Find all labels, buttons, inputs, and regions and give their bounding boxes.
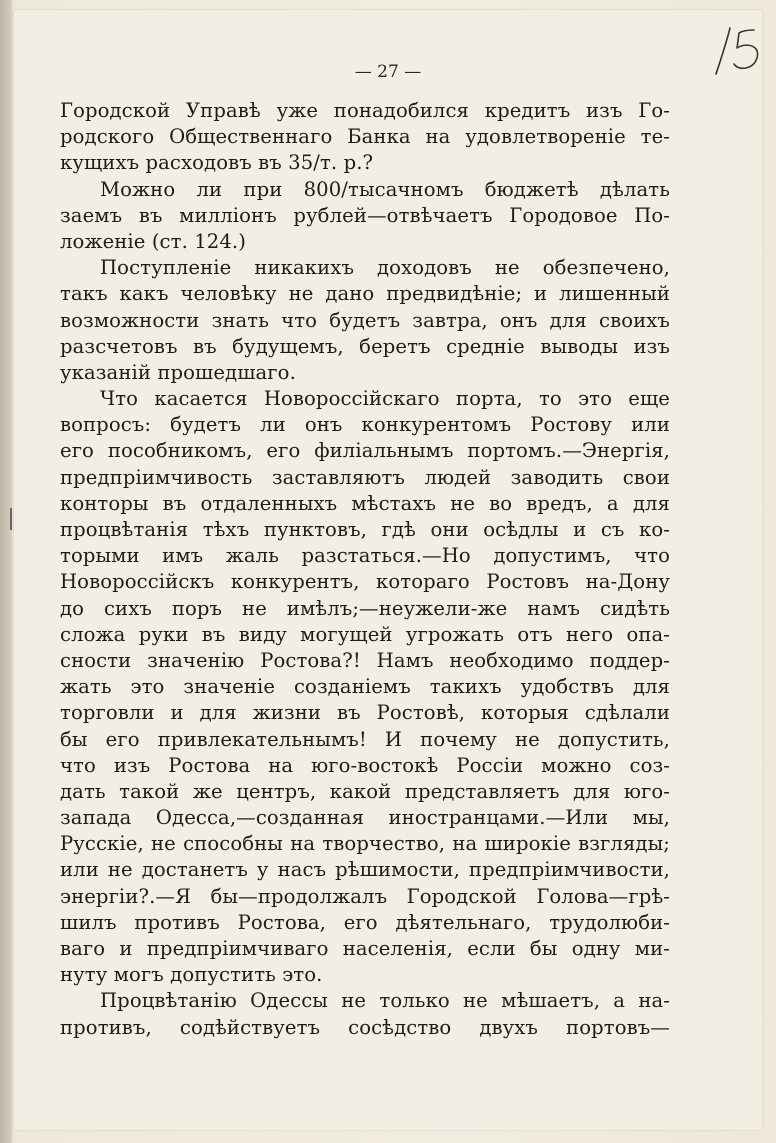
text-line: шилъ противъ Ростова, его дѣятельнаго, трудолюби- (60, 910, 670, 934)
text-line: такъ какъ человѣку не дано предвидѣніе; и лишенный (60, 282, 670, 306)
text-line: сложа руки въ виду могущей угрожать отъ него опа- (60, 622, 670, 646)
text-line: Новороссійскъ конкурентъ, котораго Ростовъ на-Дону (60, 570, 670, 594)
text-line: процвѣтанія тѣхъ пунктовъ, гдѣ они осѣдлы и съ ко- (60, 518, 670, 541)
text-line: указаній прошедшаго. (60, 360, 296, 384)
body-text (60, 98, 670, 1041)
binding-edge (0, 0, 12, 1143)
text-line: родского Общественнаго Банка на удовлетвореніе те- (60, 125, 670, 149)
text-line: возможности знать что будетъ завтра, онъ для своихъ (60, 308, 670, 332)
text-line: бы его привлекательнымъ! И почему не допустить, (60, 727, 670, 751)
margin-mark (10, 508, 12, 530)
text-line: запада Одесса,—созданная иностранцами.—Или мы, (60, 806, 670, 830)
text-line: торыми имъ жаль разстаться.—Но допустимъ, что (60, 544, 670, 568)
text-line: Процвѣтанію Одессы не только не мѣшаетъ, а на- (100, 989, 670, 1013)
text-line: ложеніе (ст. 124.) (60, 229, 246, 253)
text-line: предпріимчивость заставляютъ людей заводить свои (60, 465, 670, 489)
text-line: кущихъ расходовъ въ 35/т. р.? (60, 151, 374, 175)
text-line: ваго и предпріимчиваго населенія, если бы одну ми- (60, 937, 670, 960)
text-line: противъ, содѣйствуетъ сосѣдство двухъ портовъ— (60, 1015, 670, 1039)
text-line: до сихъ поръ не имѣлъ;—неужели-же намъ сидѣть (60, 596, 670, 620)
text-line: жать это значеніе созданіемъ такихъ удобствъ для (60, 675, 670, 699)
text-line: Что касается Новороссійскаго порта, то это еще (100, 387, 670, 411)
text-line: Можно ли при 800/тысачномъ бюджетѣ дѣлать (100, 177, 670, 201)
text-line: торговли и для жизни въ Ростовѣ, которыя сдѣлали (60, 701, 670, 725)
handwritten-15-mark (706, 22, 776, 82)
text-line: Русскіе, не способны на творчество, на широкіе взгляды; (60, 832, 670, 856)
text-line: конторы въ отдаленныхъ мѣстахъ не во вредъ, а для (60, 491, 670, 515)
text-line: заемъ въ милліонъ рублей—отвѣчаетъ Городовое По- (60, 203, 670, 227)
text-line: что изъ Ростова на юго-востокѣ Россіи можно соз- (60, 753, 670, 777)
text-line: сности значенію Ростова?! Намъ необходимо поддер- (60, 648, 670, 672)
text-line: энергіи?.—Я бы—продолжалъ Городской Голова—грѣ- (60, 884, 670, 908)
text-line: Поступленіе никакихъ доходовъ не обезпечено, (100, 256, 670, 280)
text-line: нуту могъ допустить это. (60, 963, 323, 987)
text-line: разсчетовъ въ будущемъ, беретъ средніе выводы изъ (60, 334, 670, 358)
page-number: — 27 — (354, 62, 422, 82)
text-line: или не достанетъ у насъ рѣшимости, предпріимчивости, (60, 858, 670, 882)
page-sheet (14, 10, 762, 1130)
handwritten-folio-number (706, 22, 776, 82)
text-line: его пособникомъ, его филіальнымъ портомъ.—Энергія, (60, 439, 670, 463)
text-line: дать такой же центръ, какой представляетъ для юго- (60, 779, 670, 803)
text-line: Городской Управѣ уже понадобился кредитъ изъ Го- (60, 99, 670, 122)
text-line: вопросъ: будетъ ли онъ конкурентомъ Ростову или (60, 413, 670, 437)
